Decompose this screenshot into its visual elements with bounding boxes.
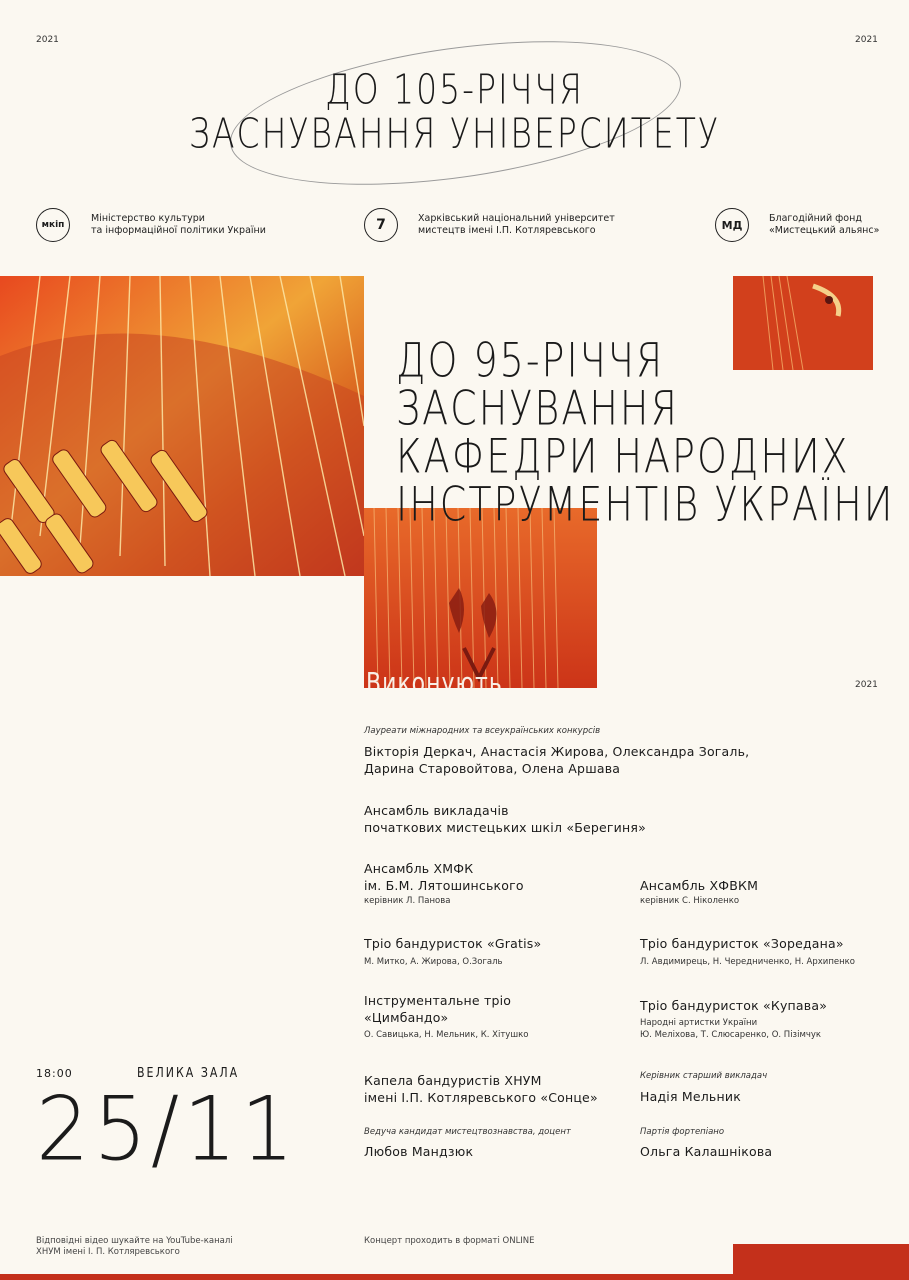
- host-caption: Ведуча кандидат мистецтвознавства, доцент: [364, 1127, 571, 1137]
- trio-tsymbando: [364, 992, 511, 1026]
- host-name: Любов Мандзюк: [364, 1144, 474, 1159]
- bandura-photo-strings-graphic: [364, 508, 597, 688]
- foundation-name-line2: «Мистецький альянс»: [769, 225, 880, 236]
- event-time: 18:00: [36, 1067, 73, 1080]
- anniversary-title: [0, 62, 909, 158]
- year-mid: 2021: [855, 680, 878, 690]
- trio-tsymbando-members: О. Савицька, Н. Мельник, К. Хітушко: [364, 1030, 529, 1040]
- anniversary-title-line1: ДО 105-РІЧЧЯ: [325, 64, 584, 114]
- department-title-line1: ДО 95-РІЧЧЯ: [396, 332, 665, 388]
- trio-zoredana: Тріо бандуристок «Зоредана»: [640, 936, 844, 951]
- year-right: 2021: [855, 35, 878, 45]
- anniversary-title-line2: ЗАСНУВАННЯ УНІВЕРСИТЕТУ: [188, 108, 720, 158]
- ensemble-hmfk-line2: ім. Б.М. Лятошинського: [364, 878, 524, 893]
- event-hall: ВЕЛИКА ЗАЛА: [137, 1065, 240, 1081]
- footer-online-note: Концерт проходить в форматі ONLINE: [364, 1236, 535, 1246]
- laureates-names: [364, 743, 749, 777]
- university-name-line1: Харківський національний університет: [418, 213, 615, 224]
- ensemble-berehynia-line1: Ансамбль викладачів: [364, 803, 509, 818]
- foundation-name: [769, 213, 879, 237]
- trio-kupava-caption: Народні артистки України: [640, 1018, 758, 1028]
- ministry-name-line1: Міністерство культури: [91, 213, 205, 224]
- ministry-logo-icon: мкіп: [36, 208, 70, 242]
- ensemble-hfvkm: Ансамбль ХФВКМ: [640, 878, 759, 893]
- trio-kupava-members: Ю. Меліхова, Т. Слюсаренко, О. Пізімчук: [640, 1030, 822, 1040]
- university-logo-icon: 7: [364, 208, 398, 242]
- trio-zoredana-members: Л. Авдимирець, Н. Чередниченко, Н. Архипенко: [640, 957, 856, 967]
- department-title-line3: КАФЕДРИ НАРОДНИХ: [396, 428, 850, 484]
- trio-tsymbando-line1: Інструментальне тріо: [364, 993, 512, 1008]
- laureates-caption: Лауреати міжнародних та всеукраїнських конкурсів: [364, 726, 601, 736]
- footer-video-line2: ХНУМ імені І. П. Котляревського: [36, 1247, 180, 1257]
- department-title-line2: ЗАСНУВАННЯ: [396, 380, 679, 436]
- foundation-logo-icon: МД: [715, 208, 749, 242]
- event-date: 25/11: [36, 1077, 299, 1181]
- bandura-photo-strings: [364, 508, 597, 688]
- ensemble-hfvkm-leader: керівник С. Ніколенко: [640, 896, 740, 906]
- performers-heading: Виконують: [366, 668, 503, 700]
- piano-name: Ольга Калашнікова: [640, 1144, 773, 1159]
- bottom-accent-block: [733, 1244, 909, 1280]
- kapela-sontse: [364, 1072, 598, 1106]
- ensemble-berehynia-line2: початкових мистецьких шкіл «Берегиня»: [364, 820, 646, 835]
- foundation-name-line1: Благодійний фонд: [769, 213, 862, 224]
- ensemble-hmfk: [364, 860, 524, 894]
- footer-video-line1: Відповідні відео шукайте на YouTube-каналі: [36, 1236, 233, 1246]
- ensemble-hmfk-line1: Ансамбль ХМФК: [364, 861, 474, 876]
- trio-gratis: Тріо бандуристок «Gratis»: [364, 936, 542, 951]
- laureates-line2: Дарина Старовойтова, Олена Аршава: [364, 761, 621, 776]
- university-name-line2: мистецтв імені І.П. Котляревського: [418, 225, 596, 236]
- laureates-line1: Вікторія Деркач, Анастасія Жирова, Олександра Зогаль,: [364, 744, 750, 759]
- year-left: 2021: [36, 35, 59, 45]
- department-title-line4: ІНСТРУМЕНТІВ УКРАЇНИ: [396, 476, 895, 532]
- leader-name: Надія Мельник: [640, 1089, 741, 1104]
- university-name: [418, 213, 615, 237]
- trio-tsymbando-line2: «Цимбандо»: [364, 1010, 449, 1025]
- kapela-sontse-line2: імені І.П. Котляревського «Сонце»: [364, 1090, 598, 1105]
- trio-gratis-members: М. Митко, А. Жирова, О.Зогаль: [364, 957, 503, 967]
- footer-video-note: [36, 1236, 233, 1258]
- ministry-name-line2: та інформаційної політики України: [91, 225, 266, 236]
- ensemble-berehynia: [364, 802, 646, 836]
- leader-caption: Керівник старший викладач: [640, 1071, 768, 1081]
- trio-kupava: Тріо бандуристок «Купава»: [640, 998, 828, 1013]
- department-title: [396, 330, 895, 532]
- ensemble-hmfk-leader: керівник Л. Панова: [364, 896, 451, 906]
- piano-caption: Партія фортепіано: [640, 1127, 725, 1137]
- ministry-name: [91, 213, 266, 237]
- bandura-photo-large-graphic: [0, 276, 364, 576]
- bandura-photo-large: [0, 276, 364, 576]
- kapela-sontse-line1: Капела бандуристів ХНУМ: [364, 1073, 542, 1088]
